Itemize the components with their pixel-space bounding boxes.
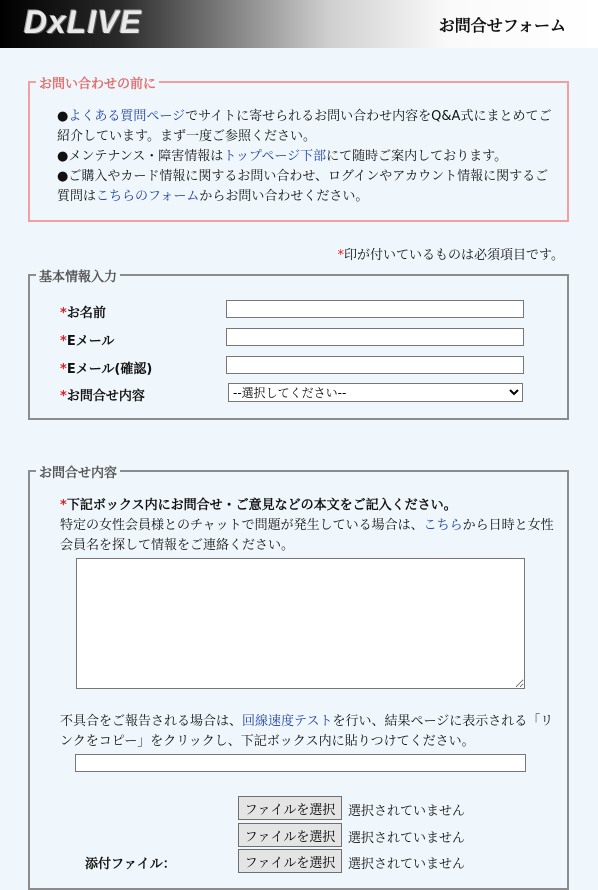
- name-row: [60, 300, 560, 320]
- notice-legend: お問い合わせの前に: [36, 73, 159, 92]
- dxlive-logo[interactable]: DxLIVE: [24, 4, 143, 40]
- inquiry-legend: お問合せ内容: [36, 462, 120, 481]
- inquiry-instruction: *下記ボックス内にお問合せ・ご意見などの本文をご記入ください。: [60, 498, 457, 513]
- notice-list: [57, 107, 557, 207]
- email-row: [60, 328, 560, 348]
- required-note-text: 印が付いているものは必須項目です。: [344, 248, 564, 263]
- inquiry-box: [28, 466, 569, 890]
- bullet-icon: ●: [57, 169, 69, 184]
- speed-test-link[interactable]: 回線速度テスト: [242, 714, 333, 729]
- header-bar: [0, 0, 598, 48]
- file-status: 選択されていません: [348, 857, 466, 872]
- purchase-form-link[interactable]: こちらのフォーム: [96, 189, 200, 204]
- basic-info-box: [28, 270, 569, 420]
- notice-text: にて随時ご案内しております。: [326, 149, 508, 164]
- notice-item-faq: [57, 107, 557, 147]
- inquiry-type-label: *お問合せ内容: [60, 389, 145, 404]
- inquiry-type-select[interactable]: [228, 383, 523, 402]
- required-star: *: [337, 248, 345, 263]
- choose-file-button[interactable]: ファイルを選択: [238, 796, 342, 820]
- name-field[interactable]: [226, 300, 524, 318]
- notice-item-maintenance: [57, 147, 557, 167]
- notice-text: でサイトに寄せられるお問い合わせ内容をQ&A式にまとめてご紹介しています。まず一度ご参照ください。: [57, 109, 552, 144]
- name-label: *お名前: [60, 306, 106, 321]
- choose-file-button[interactable]: ファイルを選択: [238, 849, 342, 873]
- choose-file-button[interactable]: ファイルを選択: [238, 823, 342, 847]
- chat-link[interactable]: こちら: [423, 518, 463, 533]
- email-label: *Eメール: [60, 334, 115, 349]
- basic-info-legend: 基本情報入力: [36, 266, 120, 285]
- email-confirm-row: [60, 356, 560, 376]
- required-note: [338, 244, 564, 263]
- top-page-bottom-link[interactable]: トップページ下部: [223, 149, 327, 164]
- inquiry-body-textarea[interactable]: [76, 558, 525, 689]
- email-confirm-label: *Eメール(確認): [60, 362, 153, 377]
- bullet-icon: ●: [57, 149, 69, 164]
- speed-test-link-input[interactable]: [75, 754, 526, 772]
- file-status: 選択されていません: [348, 804, 466, 819]
- notice-box: [28, 77, 569, 222]
- chat-instruction: 特定の女性会員様とのチャットで問題が発生している場合は、こちらから日時と女性会員名を探して情報をご連絡ください。: [60, 518, 554, 553]
- inquiry-type-row: [60, 383, 560, 403]
- page-title: お問合せフォーム: [438, 16, 566, 35]
- notice-text: メンテナンス・障害情報は: [68, 149, 224, 164]
- faq-link[interactable]: よくある質問ページ: [68, 109, 186, 124]
- email-field[interactable]: [226, 328, 524, 346]
- bullet-icon: ●: [57, 109, 69, 124]
- report-instruction: 不具合をご報告される場合は、回線速度テストを行い、結果ページに表示される「リンクをコピー」をクリックし、下記ボックス内に貼りつけてください。: [60, 714, 554, 749]
- notice-text: ご購入やカード情報に関するお問い合わせ、ログインやアカウント情報に関するご質問は: [57, 169, 549, 204]
- email-confirm-field[interactable]: [226, 356, 524, 374]
- notice-item-purchase: [57, 167, 557, 207]
- attach-file-label: 添付ファイル：: [85, 857, 176, 872]
- notice-text: からお問い合わせください。: [199, 189, 369, 204]
- file-status: 選択されていません: [348, 831, 466, 846]
